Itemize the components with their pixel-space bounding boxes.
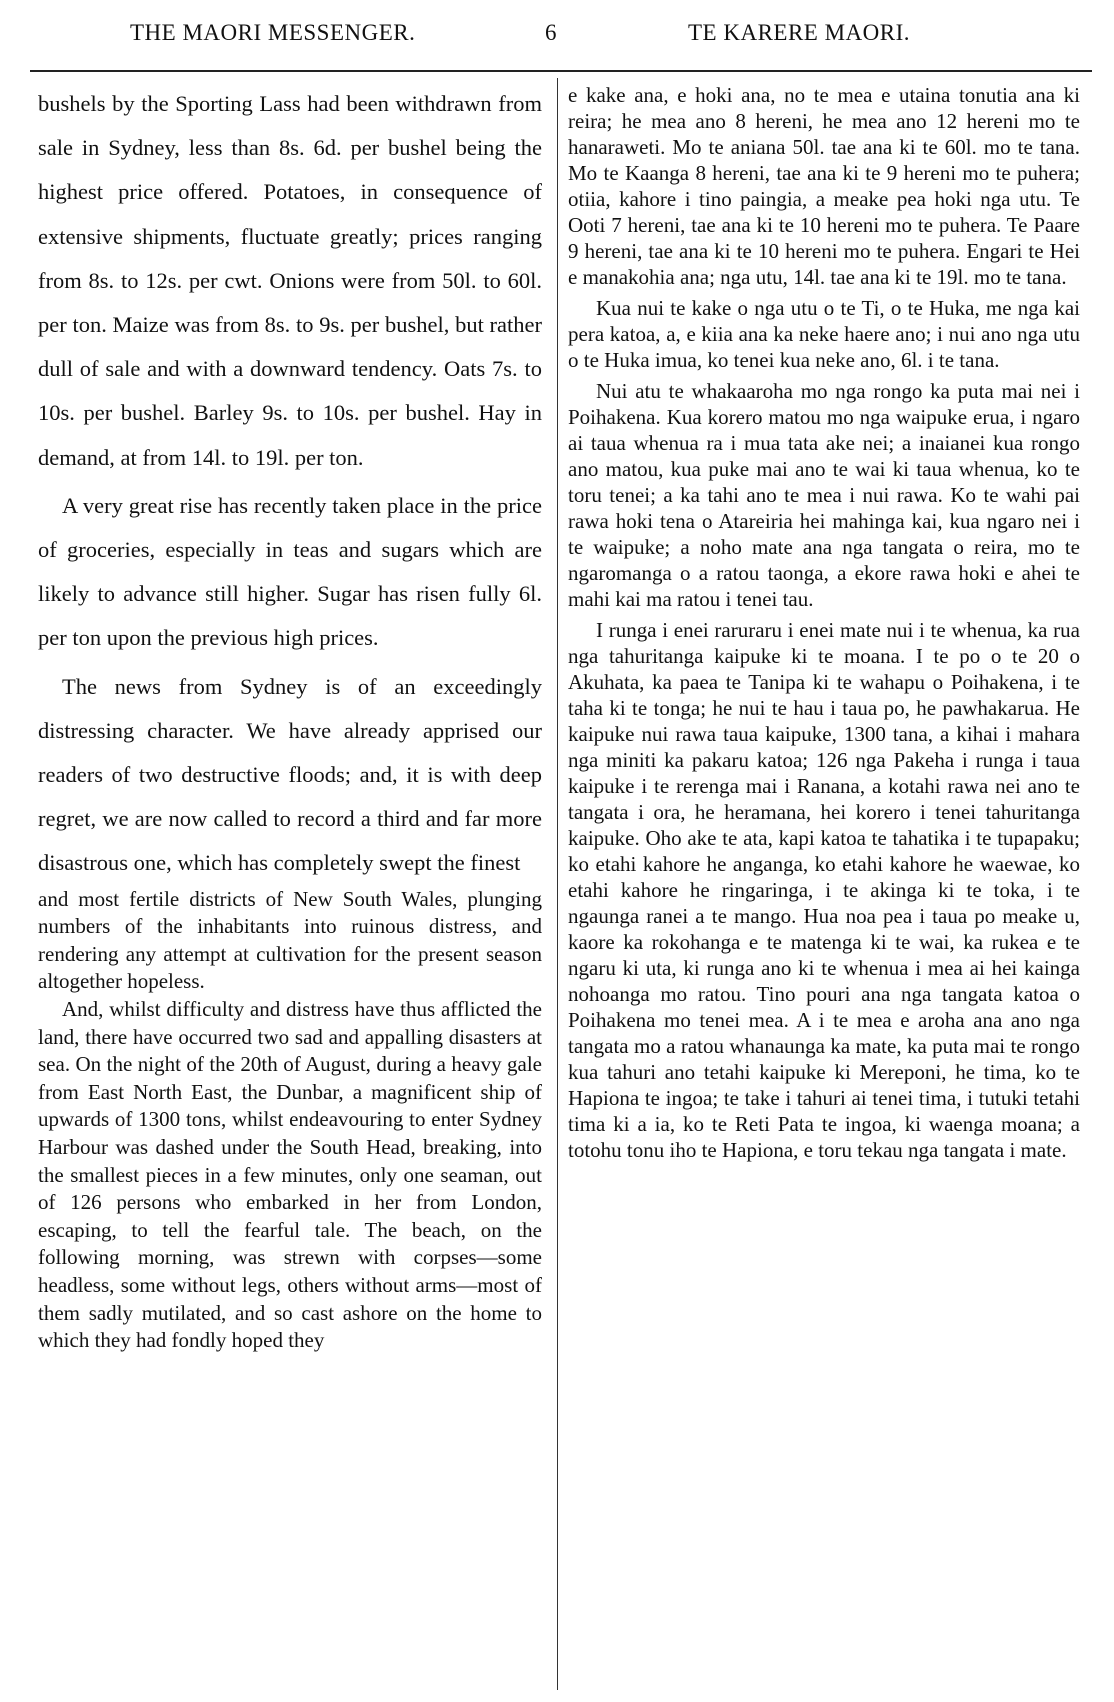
ti-huka-paragraph: Kua nui te kake o nga utu o te Ti, o te Huka, me nga kai pera katoa, a, e kiia ana ka neke haere ano; i nui ano nga utu o te Huka imua, ko tenei kua neke ano, 6l. i te tana. xyxy=(568,296,1080,372)
tahuritanga-kaipuke-paragraph: I runga i enei raruraru i enei mate nui i te whenua, ka rua nga tahuritanga kaipuke ki te moana. I te po o te 20 o Akuhata, ka paea te Tanipa ki te wahapu o Poihakena, i te taha ki te tonga; he nui te hau i taua po, he pawhakarua. He kaipuke nui rawa taua kaipuke, 1300 tana, a kihai i mahara nga miniti ka pakaru katoa; 126 nga Pakeha i runga i taua kaipuke i te rerenga mai i Ranana, a kotahi rawa nei ano te tangata i ora, he heramana, hei korero i tenei tahuritanga kaipuke. Oho ake te ata, kapi katoa te tahatika i te tupapaku; ko etahi kahore he anganga, ko etahi kahore he waewae, ko etahi kahore he ringaringa, i te akinga ki te toka, i te ngaunga ranei a te mango. Hua noa pea i taua po meake u, kaore ka rokohanga e te matenga ki te wai, ka rukea e te ngaru ki uta, ki runga ano ki te whenua i mea ai hei kainga nohoanga mo ratou. Tino pouri ana nga tangata katoa o Poihakena mo tenei mea. A i te mea e aroha ana ano nga tangata mo a ratou whanaunga ka mate, ka puta mai te rongo kua tahuri ano tetahi kaipuke ki Mereponi, he tima, ko te Hapiona te ingoa; te take i tahuri ai tenei tima, i tutuki tetahi tima ki a ia, ko te Reti Pata te ingoa, ki waenga moana; a totohu tonu iho te Hapiona, e toru tekau nga tangata i mate. xyxy=(568,618,1080,1162)
maori-masthead: TE KARERE MAORI. xyxy=(688,20,911,45)
header-rule xyxy=(30,70,1092,72)
english-column xyxy=(38,82,542,1355)
poihakena-rongo-paragraph: Nui atu te whakaaroha mo nga rongo ka puta mai nei i Poihakena. Kua korero matou mo nga waipuke erua, i ngaro ai taua whenua ra i mua tata ake nei; a inaianei kua rongo ano matou, kua puke mai ano te wai ki taua whenua, ko te toru tenei; a ka tahi ano te mea i nui rawa. Ko te wahi pai rawa hoki tena o Atareiria hei mahinga kai, kua ngaro nei i te waipuke; a noho mate ana nga tangata o reira, mo te ngaromanga o a ratou taonga, a ekore rawa hoki e ahei te mahi kai ma ratou i tenei tau. xyxy=(568,379,1080,611)
sydney-news-paragraph: The news from Sydney is of an exceedingly distressing character. We have already apprised our readers of two destructive floods; and, it is with deep regret, we are now called to record a third and far more disastrous one, which has completely swept the finest xyxy=(38,673,542,876)
utu-kai-paragraph: e kake ana, e hoki ana, no te mea e utaina tonutia ana ki reira; he mea ano 8 hereni, he mea ano 12 hereni mo te hanaraweti. Mo te aniana 50l. tae ana ki te 60l. mo te tana. Mo te Kaanga 8 hereni, tae ana ki te 9 hereni mo te puhera; otiia, kahore i tino paingia, a meake pea hoki nga utu. Te Ooti 7 hereni, tae ana ki te 10 hereni mo te puhera. Te Paare 9 hereni, tae ana ki te 10 hereni mo te puhera. Engari te Hei e manakohia ana; nga utu, 14l. tae ana ki te 19l. mo te tana. xyxy=(568,83,1080,289)
sydney-news-continued: and most fertile districts of New South Wales, plunging numbers of the inhabitants into ruinous distress, and rendering any attempt at cultivation for the present season altogether hopeless. xyxy=(38,886,542,994)
maori-column xyxy=(568,82,1080,1163)
groceries-paragraph: A very great rise has recently taken place in the price of groceries, especially in teas and sugars which are likely to advance still higher. Sugar has risen fully 6l. per ton upon the previous high prices. xyxy=(38,492,542,651)
english-masthead: THE MAORI MESSENGER. xyxy=(130,20,416,45)
produce-prices-paragraph: bushels by the Sporting Lass had been withdrawn from sale in Sydney, less than 8s. 6d. per bushel being the highest price offered. Potatoes, in consequence of extensive shipments, fluctuate greatly; prices ranging from 8s. to 12s. per cwt. Onions were from 50l. to 60l. per ton. Maize was from 8s. to 9s. per bushel, but rather dull of sale and with a downward tendency. Oats 7s. to 10s. per bushel. Barley 9s. to 10s. per bushel. Hay in demand, at from 14l. to 19l. per ton. xyxy=(38,91,542,470)
page-header xyxy=(0,14,1114,54)
column-divider xyxy=(557,78,558,1690)
page-number: 6 xyxy=(545,20,557,45)
dunbar-wreck-paragraph: And, whilst difficulty and distress have thus afflicted the land, there have occurred two sad and appalling disasters at sea. On the night of the 20th of August, during a heavy gale from East North East, the Dunbar, a magnificent ship of upwards of 1300 tons, whilst endeavouring to enter Sydney Harbour was dashed under the South Head, breaking, into the smallest pieces in a few minutes, only one seaman, out of 126 persons who embarked in her from London, escaping, to tell the fearful tale. The beach, on the following morning, was strewn with corpses—some headless, some without legs, others without arms—most of them sadly mutilated, and so cast ashore on the home to which they had fondly hoped they xyxy=(38,997,542,1353)
